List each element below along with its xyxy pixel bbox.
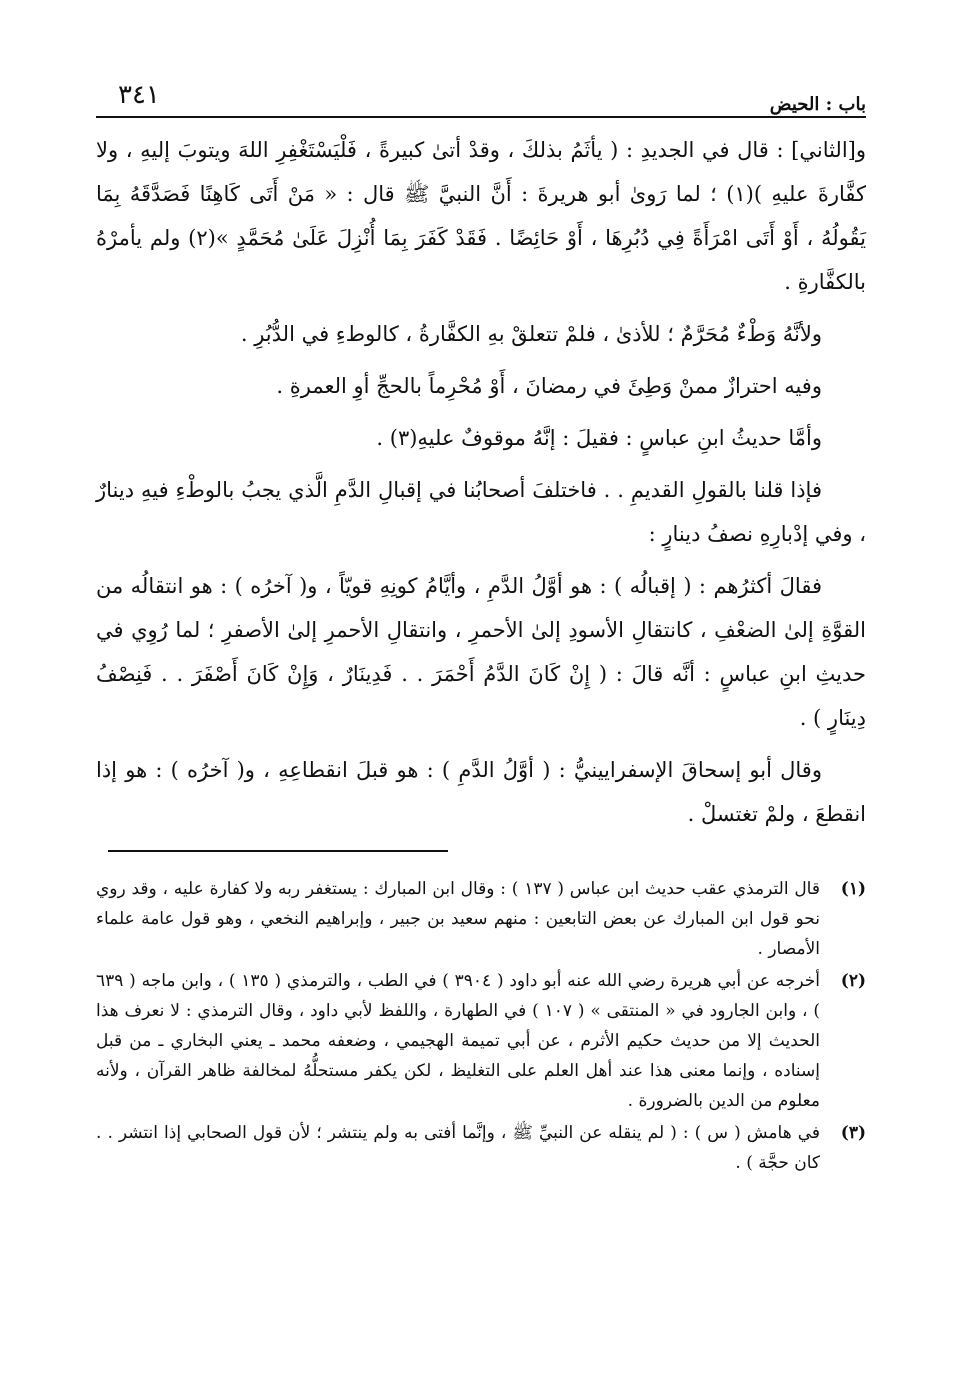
chapter-title: باب : الحيض [769, 94, 866, 115]
book-page [96, 78, 866, 1358]
page-number: ٣٤١ [118, 80, 160, 110]
footnote-text: أخرجه عن أبي هريرة رضي الله عنه أبو داود ( ٣٩٠٤ ) في الطب ، والترمذي ( ١٣٥ ) ، وابن ماجه ( ٦٣٩ ) ، وابن الجارود في « المنتقى » ( ١٠٧ ) في الطهارة ، واللفظ لأبي داود ، وقال الترمذي : لا نعرف هذا الحديث إلا من حديث حكيم الأثرم ، عن أبي تميمة الهجيمي ، وضعفه محمد ـ يعني البخاري ـ من قبل إسناده ، وإنما معنى هذا عند أهل العلم على التغليظ ، لكن يكفر مستحلُّهُ لمخالفة ظاهر القرآن ، ولأنه معلوم من الدين بالضرورة . [96, 971, 820, 1111]
footnote-text: في هامش ( س ) : ( لم ينقله عن النبيِّ ﷺ ، وإنَّما أفتى به ولم ينتشر ؛ لأن قول الصحابي إذا انتشر . . كان حجَّة ) . [96, 1123, 820, 1173]
footnote-divider [108, 850, 448, 852]
paragraph: ولأنَّهُ وَطْءٌ مُحَرَّمٌ ؛ للأذىٰ ، فلمْ تتعلقْ بهِ الكفَّارةُ ، كالوطءِ في الدُّبُرِ . [240, 322, 822, 346]
footnote [96, 1118, 866, 1178]
footnote [96, 874, 866, 964]
footnote-text: قال الترمذي عقب حديث ابن عباس ( ١٣٧ ) : وقال ابن المبارك : يستغفر ربه ولا كفارة عليه ، وقد روي نحو قول ابن المبارك عن بعض التابعين : منهم سعيد بن جبير ، وإبراهيم النخعي ، وهو قول عامة علماء الأمصار . [96, 879, 820, 959]
paragraph: و[الثاني] : قال في الجديدِ : ( يأثَمُ بذلكَ ، وقدْ أتىٰ كبيرةً ، فَلْيَسْتَغْفِرِ اللهَ ويتوبَ إليهِ ، ولا كفَّارةَ عليهِ )(١) ؛ لما رَوىٰ أبو هريرةَ : أَنَّ النبيَّ ﷺ قال : « مَنْ أَتَى كَاهِنًا فَصَدَّقَهُ بِمَا يَقُولُهُ ، أَوْ أَتَى امْرَأَةً فِي دُبُرِهَا ، أَوْ حَائِضًا . فَقَدْ كَفَرَ بِمَا أُنْزِلَ عَلَىٰ مُحَمَّدٍ »(٢) ولم يأمرْهُ بالكفَّارةِ . [96, 138, 866, 294]
footnotes [96, 874, 866, 1178]
page-header [96, 78, 866, 118]
footnote-number: (١) [840, 879, 866, 899]
paragraph: فإذا قلنا بالقولِ القديمِ . . فاختلفَ أصحابُنا في إقبالِ الدَّمِ الَّذي يجبُ بالوطْءِ فيهِ دينارٌ ، وفي إدْبارِهِ نصفُ دينارٍ : [96, 478, 866, 546]
footnote [96, 966, 866, 1116]
paragraph: وفيه احترازٌ ممنْ وَطِئَ في رمضانَ ، أَوْ مُحْرِماً بالحجِّ أوِ العمرةِ . [276, 374, 822, 398]
main-text [96, 128, 866, 836]
paragraph: وقال أبو إسحاقَ الإسفرايينيُّ : ( أوَّلُ الدَّمِ ) : هو قبلَ انقطاعِهِ ، و( آخرُه ) : هو إذا انقطعَ ، ولمْ تغتسلْ . [96, 758, 866, 826]
paragraph: فقالَ أكثرُهم : ( إقبالُه ) : هو أوَّلُ الدَّمِ ، وأيَّامُ كونِهِ قويّاً ، و( آخرُه ) : هو انتقالُه من القوَّةِ إلىٰ الضعْفِ ، كانتقالِ الأسودِ إلىٰ الأحمرِ ، وانتقالِ الأحمرِ إلىٰ الأصفرِ ؛ لما رُوِي في حديثِ ابنِ عباسٍ : أنَّه قالَ : ( إِنْ كَانَ الدَّمُ أَحْمَرَ . . فَدِينَارٌ ، وَإِنْ كَانَ أَصْفَرَ . . فَنِصْفُ دِينَارٍ ) . [96, 574, 866, 730]
paragraph: وأمَّا حديثُ ابنِ عباسٍ : فقيلَ : إنَّهُ موقوفٌ عليهِ(٣) . [376, 426, 822, 450]
footnote-number: (٣) [840, 1123, 866, 1143]
footnote-number: (٢) [840, 971, 866, 991]
